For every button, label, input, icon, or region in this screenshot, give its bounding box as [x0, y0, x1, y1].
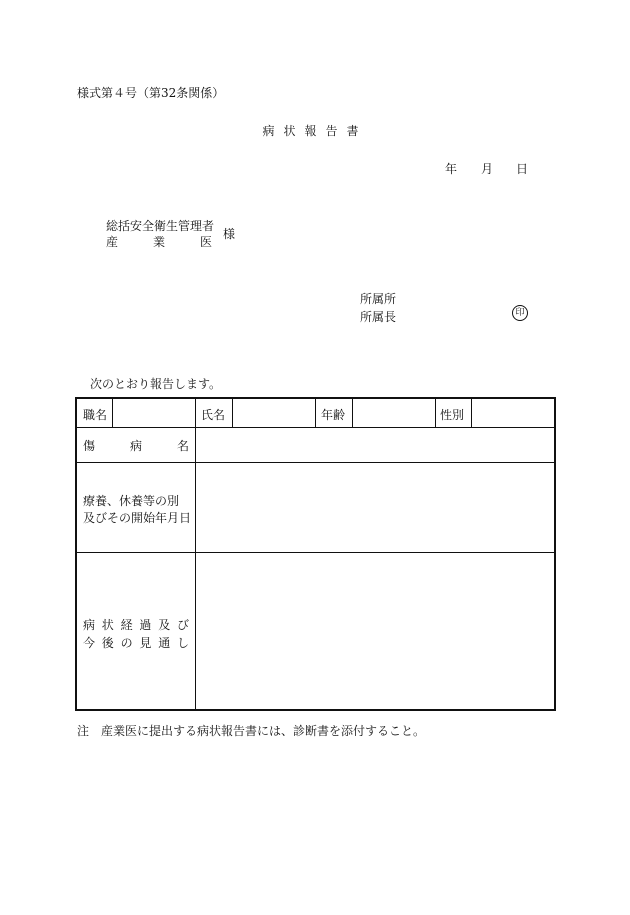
age-label: 年齢: [321, 408, 346, 422]
report-table: [75, 397, 556, 711]
addressee-industrial-physician: 産 業 医: [106, 235, 212, 249]
form-number: 様式第４号（第32条関係）: [77, 86, 225, 100]
seal-mark: 印: [512, 305, 528, 321]
date-year-label: 年: [445, 162, 458, 176]
treatment-field[interactable]: [196, 463, 554, 552]
affiliation-office-label: 所属所: [360, 292, 397, 306]
col-divider: [435, 399, 436, 427]
progress-label-line1: 病 状 経 過 及 び: [83, 618, 189, 632]
intro-text: 次のとおり報告します。: [90, 377, 222, 391]
progress-label-line2: 今 後 の 見 通 し: [83, 636, 189, 650]
name-label: 氏名: [201, 408, 226, 422]
occupation-label: 職名: [83, 408, 108, 422]
date-month-label: 月: [481, 162, 494, 176]
illness-label: 傷 病 名: [83, 439, 189, 453]
footnote: 注 産業医に提出する病状報告書には、診断書を添付すること。: [77, 724, 426, 738]
sex-label: 性別: [440, 408, 465, 422]
treatment-label-line2: 及びその開始年月日: [83, 511, 192, 525]
col-divider: [315, 399, 316, 427]
addressee-honorific: 様: [223, 227, 236, 241]
treatment-label-line1: 療養、休養等の別: [83, 494, 180, 508]
document-title: 病状報告書: [262, 124, 368, 138]
sex-field[interactable]: [472, 400, 554, 426]
name-field[interactable]: [233, 400, 315, 426]
illness-field[interactable]: [196, 428, 554, 462]
occupation-field[interactable]: [113, 400, 195, 426]
progress-field[interactable]: [196, 553, 554, 709]
addressee-safety-manager: 総括安全衛生管理者: [106, 219, 215, 233]
age-field[interactable]: [353, 400, 435, 426]
affiliation-head-label: 所属長: [360, 310, 397, 324]
date-day-label: 日: [516, 162, 529, 176]
